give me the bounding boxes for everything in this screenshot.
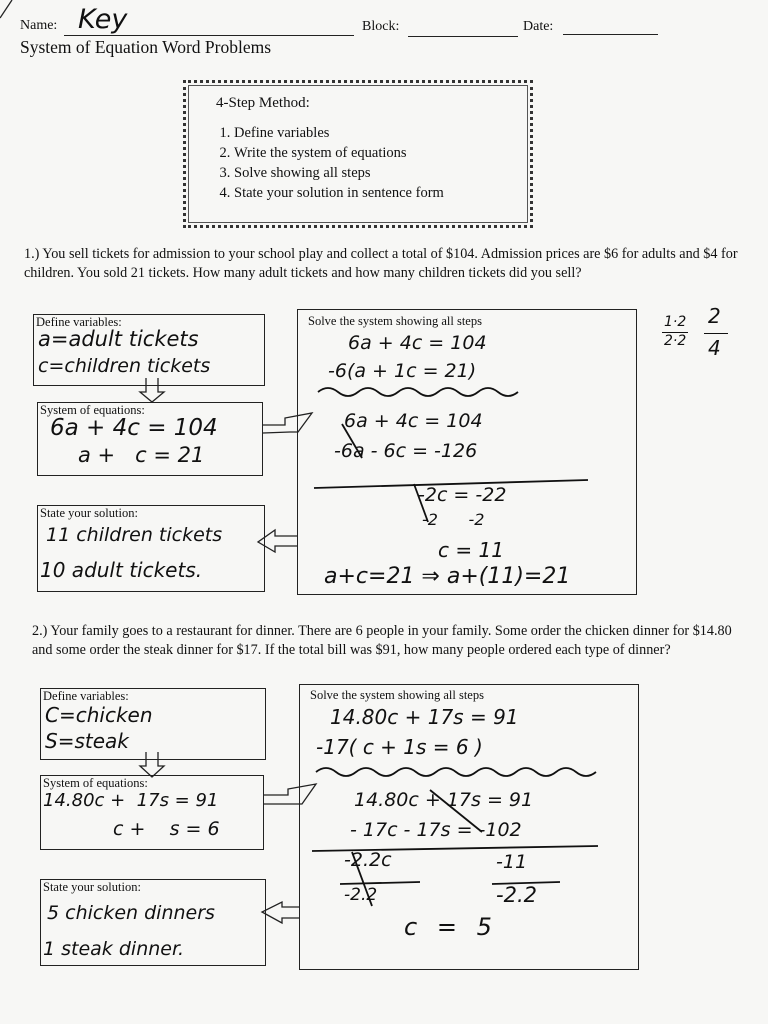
p1-cancel-slash — [414, 484, 428, 522]
p2-work-3: 14.80c + 17s = 91 — [354, 789, 534, 811]
p2-rule-line — [312, 846, 598, 851]
p2-work-6: -2.2 — [344, 885, 378, 905]
p2-wavy-line — [316, 768, 596, 776]
block-label: Block: — [362, 19, 400, 34]
p2-work-5: -2.2c — [344, 849, 392, 871]
p2-fraction-bar — [340, 882, 420, 884]
p1-var-1: a=adult tickets — [38, 327, 199, 351]
p1-work-1: 6a + 4c = 104 — [348, 332, 487, 354]
p1-work-8: a+c=21 ⇒ a+(11)=21 — [324, 564, 571, 589]
p1-right-arrow — [263, 413, 312, 433]
p1-margin-num: 1·2 — [664, 314, 687, 330]
solve-label: Solve the system showing all steps — [310, 688, 484, 702]
p1-work-4: -6a - 6c = -126 — [334, 440, 478, 462]
problem-2-text: 2.) Your family goes to a restaurant for dinner. There are 6 people in your family. Some order the chicken dinner for $14.80 and some order the steak dinner for $17. If the total bill was $91, how many people ordered each type of dinner? — [32, 623, 732, 658]
p1-work-5: -2c = -22 — [418, 484, 507, 506]
corner-tick — [0, 0, 12, 18]
define-label: Define variables: — [43, 689, 129, 703]
p1-sys-1: 6a + 4c = 104 — [50, 415, 218, 441]
p1-work-2: -6(a + 1c = 21) — [328, 360, 477, 382]
method-step: 1. Define variables — [234, 123, 444, 143]
date-label: Date: — [523, 19, 554, 34]
p2-down-arrow — [140, 752, 164, 777]
p2-var-1: C=chicken — [45, 703, 153, 727]
p2-sys-2: c + s = 6 — [113, 818, 220, 840]
p1-cancel-slash — [342, 424, 362, 458]
p2-work-2: -17( c + 1s = 6 ) — [316, 735, 483, 759]
p2-sol-1: 5 chicken dinners — [47, 902, 215, 924]
name-label: Name: — [20, 18, 58, 33]
method-step: 3. Solve showing all steps — [234, 163, 444, 183]
p1-sol-1: 11 children tickets — [46, 524, 223, 546]
system-label: System of equations: — [40, 403, 145, 417]
p1-sys-2: a + c = 21 — [78, 443, 205, 467]
p1-work-6: -2 -2 — [422, 510, 485, 529]
method-step: 4. State your solution in sentence form — [234, 183, 444, 203]
p2-work-9: c = 5 — [404, 913, 498, 941]
solve-label: Solve the system showing all steps — [308, 314, 482, 328]
p2-var-2: S=steak — [45, 729, 129, 753]
p2-sol-2: 1 steak dinner. — [43, 938, 185, 960]
method-step: 2. Write the system of equations — [234, 143, 444, 163]
p2-left-arrow — [262, 902, 299, 923]
p1-down-arrow — [140, 378, 164, 402]
p1-work-3: 6a + 4c = 104 — [344, 410, 483, 432]
p1-wavy-line — [318, 388, 518, 396]
state-label: State your solution: — [43, 880, 141, 894]
p1-sol-2: 10 adult tickets. — [40, 558, 203, 582]
p2-cancel-slash — [352, 852, 372, 906]
p2-fraction-bar — [492, 882, 560, 884]
problem-1-text: 1.) You sell tickets for admission to your school play and collect a total of $104. Admission prices are $6 for adults and $4 for children. You sold 21 tickets. How many adult tickets and how many children tickets did you sell? — [24, 246, 738, 281]
p1-var-2: c=children tickets — [38, 355, 211, 377]
p1-left-arrow — [258, 530, 297, 552]
system-label: System of equations: — [43, 776, 148, 790]
p1-margin-den2: 4 — [708, 336, 721, 360]
p2-right-arrow — [264, 784, 316, 804]
p2-sys-1: 14.80c + 17s = 91 — [43, 790, 219, 811]
p2-work-1: 14.80c + 17s = 91 — [330, 705, 519, 729]
p2-work-7: -11 — [496, 851, 528, 873]
p1-margin-den: 2·2 — [664, 333, 687, 349]
method-title: 4-Step Method: — [216, 95, 310, 111]
p2-work-8: -2.2 — [496, 883, 537, 907]
p2-cancel-slash — [430, 790, 482, 832]
p1-margin-num2: 2 — [708, 304, 721, 328]
define-label: Define variables: — [36, 315, 122, 329]
name-value: Key — [78, 4, 128, 35]
p1-rule-line — [314, 480, 588, 488]
p1-work-7: c = 11 — [438, 538, 504, 562]
state-label: State your solution: — [40, 506, 138, 520]
page-title: System of Equation Word Problems — [20, 37, 272, 57]
p2-work-4: - 17c - 17s = -102 — [350, 819, 522, 841]
